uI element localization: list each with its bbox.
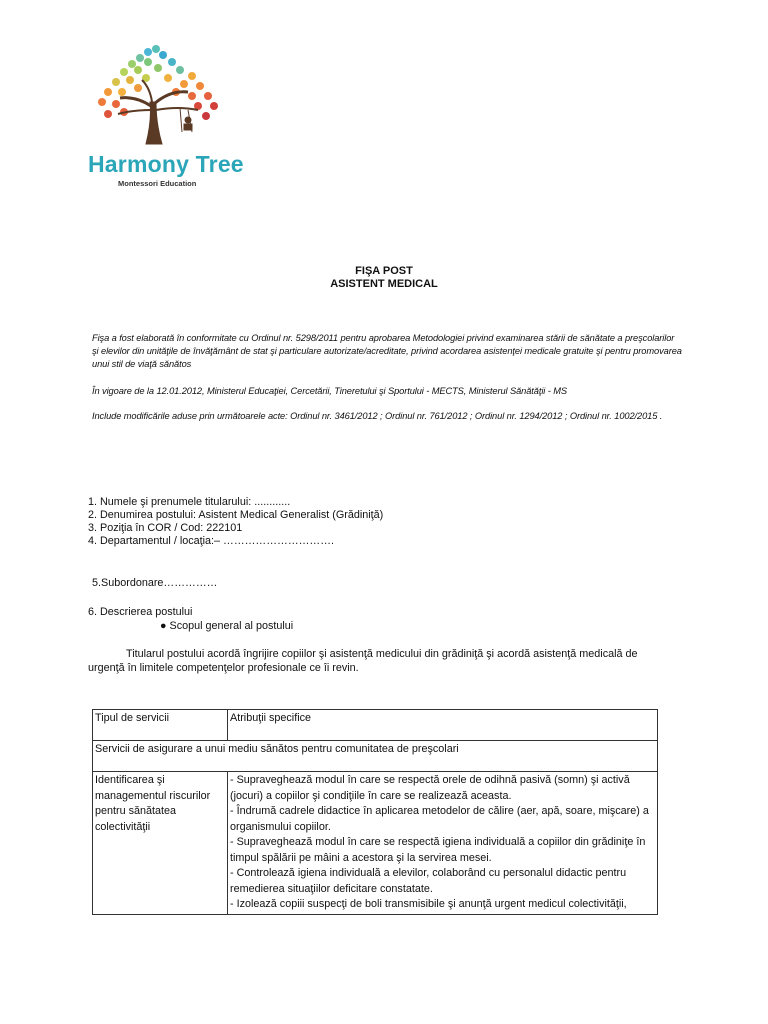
header-specific-duties: Atribuţii specifice [228,710,658,741]
field-job-title: 2. Denumirea postului: Asistent Medical Generalist (Grădiniţă) [88,509,384,521]
document-title: FIŞA POST [355,265,413,277]
row-risk-management-label: Identificarea şi managementul riscurilor pentru sănătatea colectivităţii [93,772,228,915]
general-purpose-bullet: ● Scopul general al postului [160,620,294,632]
duties-table [92,709,658,915]
swing-child-icon [180,108,192,132]
general-purpose-text: Titularul postului acordă îngrijire copiilor şi asistenţă medicului din grădiniţă şi acordă asistenţă medicală de urgenţă în limitele competenţelor profesionale ce îi revin. [88,648,638,674]
document-subtitle: ASISTENT MEDICAL [330,278,438,290]
section-healthy-environment: Servicii de asigurare a unui mediu sănătos pentru comunitatea de preşcolari [93,741,658,772]
table-section-row [93,741,658,772]
field-holder-name: 1. Numele şi prenumele titularului: ............ [88,496,291,508]
header-service-type: Tipul de servicii [93,710,228,741]
brand-name: Harmony Tree [88,151,244,177]
position-fields [88,496,383,548]
subordination-field: 5.Subordonare…………… [92,577,218,589]
description-heading: 6. Descrierea postului [88,606,193,618]
brand-tagline: Montessori Education [118,179,197,188]
row-risk-management-duties: - Supraveghează modul în care se respectă orele de odihnă pasivă (somn) şi activă (jocuri) a copiilor şi condiţiile în care se realizează aceasta. - Îndrumă cadrele didactice în aplicarea metodelor de călire (aer, apă, soare, mişcare) a organismului copiilor. - Supraveghează modul în care se respectă igiena individuală a copiilor din grădiniţe în timpul spălării pe mâini a acestora şi la servirea mesei. - Controlează igiena individuală a elevilor, colaborând cu personalul didactic pentru remedierea situaţiilor deficitare constatate. - Izolează copiii suspecţi de boli transmisibile şi anunţă urgent medicul colectivităţii, [228,772,658,915]
intro-legal-basis: Fişa a fost elaborată în conformitate cu Ordinul nr. 5298/2011 pentru aprobarea Metodologiei privind examinarea stării de sănătate a preşcolarilor şi elevilor din unităţile de învăţământ de stat şi particulare autorizate/acreditate, privind acordarea asistenţei medicale gratuite şi pentru promovarea unui stil de viaţă sănătos [92,333,682,369]
tree-trunk-icon [118,80,198,144]
intro-amendments: Include modificările aduse prin următoarele acte: Ordinul nr. 3461/2012 ; Ordinul nr. 761/2012 ; Ordinul nr. 1294/2012 ; Ordinul nr. 1002/2015 . [92,411,663,421]
table-row [93,772,658,915]
intro-in-force: În vigoare de la 12.01.2012, Ministerul Educaţiei, Cercetării, Tineretului şi Sportului - MECTS, Ministerul Sănătăţii - MS [92,386,567,396]
table-header-row [93,710,658,741]
field-cor-code: 3. Poziţia în COR / Cod: 222101 [88,522,243,534]
harmony-tree-logo [88,40,244,200]
field-department: 4. Departamentul / locaţia:– …………………………. [88,535,335,547]
